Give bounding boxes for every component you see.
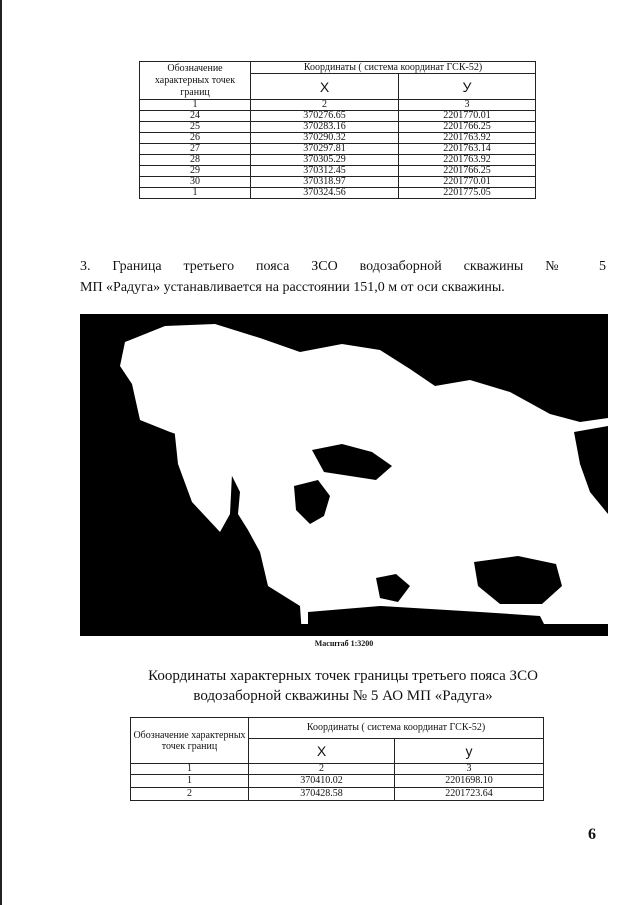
- y-cell: 2201763.92: [399, 155, 536, 166]
- table-row: [140, 111, 536, 122]
- y-cell: 2201775.05: [399, 188, 536, 199]
- point-cell: 25: [140, 122, 251, 133]
- column-number: 3: [399, 100, 536, 111]
- x-cell: 370410.02: [249, 775, 395, 788]
- x-cell: 370305.29: [251, 155, 399, 166]
- point-cell: 30: [140, 177, 251, 188]
- y-cell: 2201766.25: [399, 122, 536, 133]
- x-cell: 370283.16: [251, 122, 399, 133]
- table-2-caption: [80, 666, 606, 706]
- table-row: [131, 775, 544, 788]
- point-cell: 27: [140, 144, 251, 155]
- y-cell: 2201723.64: [395, 788, 544, 801]
- table-row: [131, 788, 544, 801]
- y-cell: 2201763.14: [399, 144, 536, 155]
- point-cell: 1: [131, 775, 249, 788]
- point-cell: 24: [140, 111, 251, 122]
- coordinates-header: Координаты ( система координат ГСК-52): [251, 62, 536, 74]
- point-cell: 1: [140, 188, 251, 199]
- paragraph-line-1: 3. Граница третьего пояса ЗСО водозаборной скважины № 5: [80, 259, 606, 274]
- page-edge: [0, 0, 2, 905]
- coordinates-header: Координаты ( система координат ГСК-52): [249, 718, 544, 739]
- y-cell: 2201770.01: [399, 177, 536, 188]
- paragraph-line-2: МП «Радуга» устанавливается на расстоянии 151,0 м от оси скважины.: [80, 280, 505, 295]
- table-row: [140, 188, 536, 199]
- table-row: [140, 155, 536, 166]
- boundary-paragraph: [80, 256, 606, 298]
- point-cell: 29: [140, 166, 251, 177]
- y-cell: 2201770.01: [399, 111, 536, 122]
- coordinates-table-2: [130, 717, 544, 801]
- page-number: 6: [588, 826, 596, 843]
- column-number: 2: [249, 764, 395, 775]
- y-cell: 2201698.10: [395, 775, 544, 788]
- column-number: 1: [140, 100, 251, 111]
- table-row: [140, 177, 536, 188]
- designation-header: Обозначение характерных точек границ: [131, 718, 249, 764]
- table-row: [140, 133, 536, 144]
- point-cell: 2: [131, 788, 249, 801]
- y-cell: 2201766.25: [399, 166, 536, 177]
- x-cell: 370312.45: [251, 166, 399, 177]
- table-row: [140, 166, 536, 177]
- coordinates-table-1: [139, 61, 536, 199]
- map-scale-label: Масштаб 1:3200: [314, 639, 374, 648]
- table-row: [140, 122, 536, 133]
- y-header: у: [395, 739, 544, 764]
- y-header: У: [399, 74, 536, 100]
- x-header: Х: [249, 739, 395, 764]
- column-number: 1: [131, 764, 249, 775]
- x-cell: 370324.56: [251, 188, 399, 199]
- x-header: X: [251, 74, 399, 100]
- column-number: 2: [251, 100, 399, 111]
- zone-map-image: [80, 314, 608, 636]
- point-cell: 26: [140, 133, 251, 144]
- caption-line-2: водозаборной скважины № 5 АО МП «Радуга»: [193, 688, 493, 704]
- x-cell: 370428.58: [249, 788, 395, 801]
- caption-line-1: Координаты характерных точек границы третьего пояса ЗСО: [148, 668, 538, 684]
- y-cell: 2201763.92: [399, 133, 536, 144]
- x-cell: 370290.32: [251, 133, 399, 144]
- column-number: 3: [395, 764, 544, 775]
- x-cell: 370276.65: [251, 111, 399, 122]
- designation-header: Обозначение характерных точек границ: [140, 62, 251, 100]
- point-cell: 28: [140, 155, 251, 166]
- x-cell: 370297.81: [251, 144, 399, 155]
- table-row: [140, 144, 536, 155]
- x-cell: 370318.97: [251, 177, 399, 188]
